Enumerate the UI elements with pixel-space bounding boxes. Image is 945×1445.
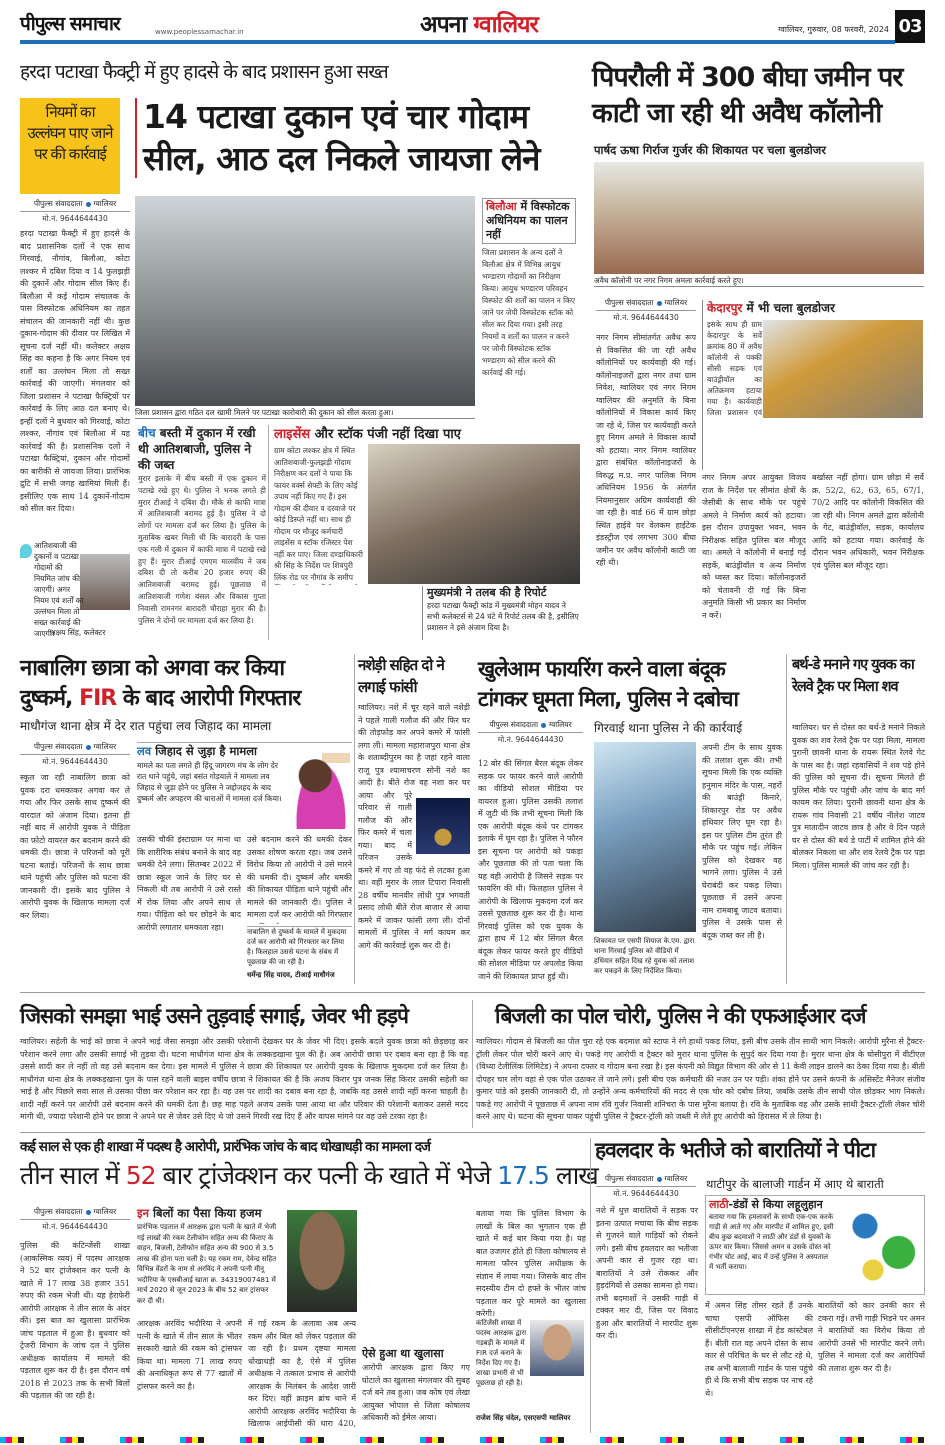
bilaua-title-a: बिलौआ (486, 200, 517, 213)
love-jihad-body: मामले का पता लगते ही हिंदू जागरण मंच के लोग देर रात थाने पहुंचे, जहां बसंत गोड़याले ने मामला लव जिहाद से जुड़ा होने पर पुलिस ने जद्दोजहद के बाद दुष्कर्म और अपहरण की धाराओं में मामला दर्ज किया। (137, 761, 282, 803)
s1-kicker: हरदा पटाखा फैक्ट्री में हुए हादसे के बाद प्रशासन हुआ सख्त (20, 61, 388, 83)
dot-icon (86, 745, 91, 750)
reporter: पीपुल्स संवाददाता (604, 298, 654, 307)
site-url[interactable]: www.peoplessamachar.in (155, 28, 244, 36)
s9-body-2b (362, 1208, 470, 1318)
byline (20, 740, 130, 755)
license-title-a: लाइसेंस (274, 427, 311, 442)
s9-body-4: आरक्षक अरविंद भदौरिया ने अपनी पत्नी के खाते में तीन साल के भीतर सरकारी खाते की रकम को ट्रांसफर किया था। मामला 71 लाख रुपए की अनाधिकृत रूप से 77 खातों में ट्रांसफर करने का है। (137, 1319, 242, 1391)
divider (590, 1138, 591, 1433)
s3-quote (247, 926, 352, 984)
s1-yellow-box (20, 98, 120, 194)
bilaua-box (478, 196, 580, 420)
s10-body: नशे में धुत्त बारातियों ने सड़क पर इतना उत्पात मचाया कि बीच सड़क से गुजरने वाले गाड़ियों को रोकने लगे। इसी बीच हवलदार का भतीजा अपनी कार से गुजर रहा था। बारातियों ने उसे रोककर और हुड़दंगियों से उसका सामना हो गया। तभी बदमाशों ने उसकी गाड़ी में टक्कर मार दी, जिस पर विवाद हुआ और बारातियों ने मारपीट शुरू कर दी। (596, 1206, 698, 1340)
s9-body-3: बताया गया कि पुलिस विभाग के लाखों के बिल का भुगतान एक ही खाते में कई बार किया गया है। यह बात उजागर होते ही जिला कोषालय से मामला फौरन पुलिस अधीक्षक के संज्ञान में लाया गया। जिसके बाद तीन सदस्यीय टीम दो हफ्ते के भीतर जांच पड़ताल कर पूरे मामले का खुलासा करेगी। (476, 1209, 586, 1318)
s5-byline (478, 718, 583, 747)
divider (786, 654, 787, 984)
s3-body: स्कूल जा रही नाबालिग छात्रा को युवक दरा धमकाकर अगवा कर ले गया और फिर उसके साथ दुष्कर्म की वारदात को अंजाम दिया। इतना ही नहीं बाद में आरोपी युवक ने पीड़िता का फ़ोटो वायरल कर बदनाम करने की धमकी दी। छात्रा ने परिजनों को पूरी घटना बताई। परिजनों के साथ छात्रा थाने पहुंची और पुलिस को घटना की जानकारी दी। इसके बाद पुलिस ने आरोपी युवक के खिलाफ मामला दर्ज कर लिया। (20, 773, 130, 920)
s3-headline (20, 654, 352, 714)
rule (20, 992, 925, 993)
section-title (420, 12, 538, 38)
mobile: मो.नं. 9644644430 (613, 313, 679, 322)
byline (596, 296, 696, 311)
love-jihad-box (137, 742, 352, 830)
color-registration-strip (0, 1437, 945, 1443)
section-title-b: ग्वालियर (473, 12, 538, 38)
s5-photo-caption: शिकायत पर एसपी शियाज के.एम. द्वारा थाना गिरवाई पुलिस को वीडियो में हथियार सहित दिख रहे युवक को तलाश कर पकड़ने के लिए निर्देशित किया। (594, 937, 695, 975)
cm-box (422, 586, 580, 640)
s5-photo-gunman (594, 742, 696, 932)
s4-column (358, 702, 470, 984)
city: ग्वालियर (93, 742, 117, 751)
s5-body-2: अपनी टीम के साथ युवक की तलाश शुरू की। तभी सूचना मिली कि एक व्यक्ति हनुमान मंदिर के पास, नहरों की बाउंड्री किनारे, शिकारपुर रोड पर अवैध हथियार लिए घूम रहा है। इस पर पुलिस टीम तुरंत ही मौके पर पहुंच गई। लेकिन पुलिस को देखकर वह भागने लगा। पुलिस ने उसे घेराबंदी कर पकड़ लिया। पूछताछ में उसने अपना नाम रामबाबू जाटव बताया। पुलिस ने उसके पास से बंदूक जब्त कर ली है। (702, 743, 782, 940)
kedarpur-body: इसके साथ ही ग्राम केदारपुर के सर्वे क्रमांक 80 में अवैध कॉलोनी से पक्की सीसी सड़क एवं बाउंड्रीवॉल का अतिक्रमण हटाया गया है। कार्यवाही जिला प्रशासन एवं (707, 320, 762, 417)
quote-text: आतिशबाजी की दुकानों व पटाखा गोदामों की नियमित जांच की जाएगी। अगर नियम एवं शर्तों का उल्लंघन मिला तो सख्त कार्रवाई की जाएगी। (34, 541, 84, 638)
lj-title-a: लव (137, 744, 152, 758)
s9-body-2: में गई रकम के अलावा अब अन्य रकम और बिल को लेकर पड़ताल की जा रही है। प्रथम दृष्टया मामला धोखाधड़ी का है, ऐसे में पुलिस अधीक्षक ने तत्काल प्रभाव से आरोपी आरक्षक के निलंबन के आदेश जारी कर दिए। वहीं क्राइम ब्रांच थाने में आरोपी आरक्षक अरविंद भदौरिया के खिलाफ आईपीसी की धारा 420, (248, 1319, 356, 1428)
s2-body-3: बर्खास्त नहीं होगा। ग्राम छोड़ा में सर्वे क्र. 52/2, 62, 63, 65, 67/1, 70/2 आदि पर कॉलोनी विकसित की जा रही थी। निगम अमले द्वारा कॉलोनी के गेट, बाउंड्रीवॉल, सड़क, कार्यालय आदि को हटाया गया। कार्रवाई के दौरान भवन अधिकारी, भवन निरीक्षक एवं पुलिस बल मौजूद रहा। (812, 473, 924, 570)
bilaua-body: जिला प्रशासन के अन्य दलों ने बिलौआ क्षेत्र में विभिन्न आयुध भण्डारण गोदामों का निरीक्षण किया। आयुध भण्डारण परिवहन विस्फोट की शर्तों का पालन न किए जाने पर जेपी विस्फोटक स्टॉक को सील कर दिया गया। इसी तरह नियमों व शर्तों का पालन न करने पर जोनी विस्फोटक स्टॉक भण्डारण को सील करने की कार्रवाई की गई। (482, 248, 576, 377)
illustration-fight (841, 1204, 921, 1292)
s8-body: ग्वालियर। गोदाम से बिजली का पोल चुरा रहे एक बदमाश को स्टाफ ने रंगे हाथों पकड़ लिया, इसी बीच उसके तीन साथी भाग निकले। आरोपी मुरैना से ट्रैक्टर-ट्रॉली लेकर पोल चोरी करने आए थे। पकड़े गए आरोपी व ट्रैक्टर को मुरार थाना पुलिस के सुपुर्द कर दिया गया है। मुरार थाना क्षेत्र के घोसीपुरा में वीटीएल (विध्या टेलीलिंक लिमिटेड) ने अपना दफ्तर व गोदाम बना रखा है। इस कंपनी को विद्युत विभाग की ओर से 11 केवी लाइन डालने का ठेका दिया गया है। बीती दोपहर चार लोग वहां से एक पोल उठाकर ले जाने लगे। इसी बीच एक कर्मचारी की नजर उन पर पड़ी। शंका होने पर उसने कंपनी के असिस्टेंट मैनेजर संजीव कुमार पांडे को इसकी जानकारी दी, तो उन्होंने अन्य कर्मचारियों की मदद से एक चोर को दबोच लिया, जबकि उसके तीन साथी पोल छोड़कर भाग निकले। पकड़े गए आरोपी ने पूछताछ में अपना नाम रवि गुर्जर निवासी शनिचरा के पास मुरैना बताया है। रवि के मुताबिक वह और उसके साथी ट्रैक्टर-ट्रॉली लेकर चोरी करने आए थे। घटना की सूचना पाकर पहुंची पुलिस ने ट्रैक्टर-ट्रॉली को जब्ती में लेते हुए आरोपी को हिरासत में ले लिया है। (476, 1037, 925, 1121)
s5-headline (478, 654, 783, 714)
bills-title-a: इन (137, 1206, 150, 1220)
s3-body-2: उसकी चौकी इंस्टाग्राम पर माना था कि शारीरिक संबंध बनाने के बाद वह धमकी देने लगा। सितम्बर 2022 में छात्रा स्कूल जाने के लिए घर से निकली थी तब आरोपी ने उसे रास्ते में रोक लिया और अपने साथ ले गया। पीड़िता को घर छोड़ने के बाद आरोपी लगातार धमकाता रहा। (137, 835, 241, 932)
reporter: पीपुल्स संवाददाता (33, 742, 83, 751)
dot-icon (657, 301, 662, 306)
city: ग्वालियर (93, 199, 117, 208)
headline-line-1: 14 पटाखा दुकान एवं चार गोदाम (143, 97, 529, 136)
dot-icon (541, 723, 546, 728)
beech-title-b: बस्ती में दुकान में रखी थी आतिशबाजी, पुलिस ने की जब्त (138, 426, 256, 472)
s9-kicker: कई साल से एक ही शाखा में पदस्थ है आरोपी, प्रारंभिक जांच के बाद धोखाधड़ी का मामला दर्ज (20, 1139, 430, 1155)
mobile: मो.नं. 9644644430 (497, 735, 564, 744)
s2-byline (596, 296, 696, 325)
byline (20, 1205, 130, 1220)
beech-story (138, 425, 266, 640)
s5-subhead: गिरवाई थाना पुलिस ने की कार्रवाई (594, 721, 743, 735)
lathi-title-a: लाठी (709, 1198, 729, 1211)
kedarpur-photo (763, 320, 923, 418)
accused-photo (287, 1210, 357, 1312)
s2-body-2: नगर निगम अपर आयुक्त विजय राज के निर्देश पर सीमांत क्षेत्रों के जेसीबी के साथ मौके पर पहुंचे अमले ने निर्माण कार्य को हटाया। इस दौरान उपायुक्त भवन, भवन निरीक्षक सहित पुलिस बल मौजूद था। अमले ने कॉलोनी में बनाई गई सड़कें, बाउंड्रीवॉल व अन्य निर्माण को ध्वस्त कर दिया। कॉलोनाइजरों को चेतावनी दी गई कि बिना अनुमति किसी भी प्रकार का निर्माण न करें। (702, 473, 806, 620)
beech-title (138, 425, 266, 473)
masthead-rule (20, 40, 895, 44)
hl-c: के बाद आरोपी गिरफ्तार (116, 686, 301, 711)
quote-author: अक्षय सिंह, कलेक्टर (50, 628, 106, 637)
quote-text: कंटिंजेंसी शाखा में पदस्थ आरक्षक द्वारा गड़बड़ी के मामले में FIR दर्ज कराने के निर्देश दिए गए हैं। शाखा प्रभारी से भी पूछताछ हो रही है। (476, 1319, 527, 1387)
byline (20, 197, 130, 212)
beech-title-a: बीच (138, 426, 156, 440)
kedarpur-title-b: में भी चला बुलडोजर (742, 301, 835, 315)
ssp-photo (530, 1320, 584, 1376)
kedarpur-title-a: केदारपुर (707, 301, 743, 315)
bilaua-title-b: में विस्फोटक अधिनियम का पालन नहीं (486, 200, 570, 241)
s1-headline (135, 98, 580, 178)
s9-headline (20, 1161, 598, 1191)
s2-photo-caption: अवैध कॉलोनी पर नगर निगम अमला कार्रवाई करते हुए। (594, 276, 924, 287)
quote-author: धर्मेन्द्र सिंह यादव, टीआई माधौगंज (247, 971, 335, 979)
s3-body-3: उसे बदनाम करने की धमकी देकर उसका शोषण करता रहा। जब उसने विरोध किया तो आरोपी ने उसे मारने की धमकी दी। दुष्कर्म और धमकी की शिकायत पीड़िता थाने पहुंची और मामले की जानकारी दी। पुलिस ने मामला दर्ज कर आरोपी को गिरफ्तार (247, 835, 352, 919)
quote-text: नाबालिग से दुष्कर्म के मामले में मुकदमा दर्ज कर आरोपी को गिरफ्तार कर लिया है। फिलहाल उससे घटना के संबंध में पूछताछ की जा रही है। (247, 928, 347, 966)
dot-icon (657, 1177, 662, 1182)
s9-byline (20, 1205, 130, 1234)
kedarpur-box (702, 300, 924, 470)
s5-body: 12 बोर की सिंगल बैरल बंदूक लेकर सड़क पर फायर करने वाले आरोपी का वीडियो सोशल मीडिया पर वायरल हुआ। पुलिस उसकी तलाश में जुटी थी कि तभी सूचना मिली कि एक आरोपी बंदूक कंधे पर टांगकर इलाके में घूम रहा है। पुलिस ने फौरन इस सूचना पर आरोपी को पकड़ा और पूछताछ की तो पता चला कि यह वही आरोपी है जिसने सड़क पर फायरिंग की थी। फिलहाल पुलिस ने आरोपी के खिलाफ मुकदमा दर्ज कर उससे पूछताछ शुरू कर दी है। थाना गिरवाई पुलिस को एक युवक के द्वारा हाथ में 12 बोर सिंगल बैरल बंदूक लेकर फायर करते हुए वीडियो की सोशल मीडिया पर अपलोड किया जाने की शिकायत प्राप्त हुई थी। (478, 759, 583, 981)
s6-body: ग्वालियर। घर से दोस्त का बर्थ-डे मनाने निकले युवक का शव रेलवे ट्रैक पर पड़ा मिला, मामला पुरानी छावनी थाना के रायरू स्थित रेलवे गेट के पास का है। जहां रहवासियों ने शव पड़े होने की पुलिस को सूचना दी। सूचना मिलते ही पुलिस मौके पर पहुंची और जांच के बाद मर्ग कायम कर लिया। पुरानी छावनी थाना क्षेत्र के रायरू गांव निवासी 21 वर्षीय नीलेश जाटव पुत्र मातादीन जाटव छात्र है और वे दिन पहले घर से दोस्त की बर्थ डे पार्टी में शामिल होने की बोलकर निकला था और शव रेलवे ट्रैक पर पड़ा मिला। पुलिस मामले की जांच कर रही है। (792, 723, 925, 870)
headline-line-2: सील, आठ दल निकले जायजा लेने (143, 138, 540, 178)
divider (268, 425, 269, 640)
s10-subhead: थाटीपुर के बालाजी गार्डन में आए थे बाराती (706, 1177, 884, 1191)
section-title-a: अपना (420, 12, 467, 38)
mobile: मो.नं. 9644644430 (42, 214, 108, 223)
headline-line-1: नाबालिग छात्रा को अगवा कर किया (20, 656, 285, 681)
s2-headline (592, 60, 927, 132)
s2-body-1: नगर निगम सीमांतर्गत अवैध रूप से विकसित की जा रही अवैध कॉलोनियों पर कार्यवाही की गई। कॉलोनाइजरों द्वारा नगर तथा ग्राम निवेश, ग्वालियर एवं नगर निगम ग्वालियर की अनुमति के बिना कॉलोनियों में विकास कार्य किए जा रहे थे, जिस पर कार्यवाही करते हुए निगम अमले ने विकास कार्यों को हटाया। नगर निगम ग्वालियर द्वारा संबंधित कॉलोनाइजरों के विरुद्ध म.प्र. नगर पालिक निगम अधिनियम 1956 के अंतर्गत नियमानुसार अग्रिम कार्यवाही की जा रही है। वार्ड 66 में ग्राम छोड़ा स्थित हाईवे पर वेलकम हाईटेक इंडस्ट्रीज एवं लगभग 300 बीघा जमीन पर अवैध कॉलोनी काटी जा रही थी। (596, 333, 696, 567)
s7-body: ग्वालियर। सहेली के भाई को छात्रा ने अपने भाई जैसा समझा और उसकी परेशानी देखकर घर के जेवर भी दिए। इसके बदले युवक छात्रा को छेड़छाड़ कर परेशान करने लगा और उसकी सगाई भी तुड़वा दी। घटना माधौगंज थाना क्षेत्र के लक्कड़खाना पुल की है। अब आरोपी छात्रा पर दबाव बना रहा है कि वह उससे शादी कर ले नहीं तो वह उसे बदनाम कर देगा। इस मामले में पुलिस ने छात्रा की शिकायत पर आरोपी युवक के खिलाफ मुकदमा दर्ज कर लिया है। माधौगंज थाना क्षेत्र के लक्कड़खाना पुल के पास रहने वाली बाइस वर्षीय छात्रा ने शिकायत की है कि अजय किरार पुत्र जनक सिंह किरार उसकी सहेली का भाई है और पिछले सवा साल से उसका पीछा कर परेशान कर रहा है। वह उस पर शादी का दबाव बना रहा है, जबकि वह उससे शादी नहीं करना चाहती है। शादी नहीं करने पर आरोपी उसे बदनाम करने की धमकी देता है। छह माह पहले अजय उसके पास आया था और परिवार की परेशानी बताकर उससे मदद मांगी थी, ज्यादा परेशानी होने पर छात्रा ने अपने घर से जेवर उसे दिए थे जो उसने गिरवी रख दिए हैं और वापस मांगने पर वह उसे टरका रहा है। (20, 1037, 468, 1121)
reporter: पीपुल्स संवाददाता (604, 1174, 654, 1183)
city: ग्वालियर (664, 1174, 688, 1183)
lathi-box (705, 1195, 925, 1295)
city: ग्वालियर (549, 720, 572, 729)
s10-body-2: में अमन सिंह तोमर रहते हैं उनके चाचा एसपी ऑफिस की सीसीटीएनएस शाखा में हेड कांस्टेबल हैं। बीती रात वह अपने दोस्त के साथ कार से परिचित के घर से लौट रहे थे, तब अभी बालाजी गार्डन के पास पहुंचे ही थे कि सभी बीच सड़क पर नाच रहे थे। (705, 1301, 813, 1398)
hl-fir: FIR (79, 686, 117, 711)
city: ग्वालियर (664, 298, 688, 307)
collector-quote (20, 540, 132, 640)
byline (596, 1172, 696, 1187)
noose-photo (416, 798, 470, 854)
bills-body: प्रारंभिक पड़ताल में आरक्षक द्वारा पत्नी के खाते में भेजी गई लाखों की रकम टेलीफोन सहित अन्य की किराए के वाहन, बिजली, टेलीफोन सहित अन्य की 900 से 3.5 लाख की होना पता चली है। यह रकम राम, देवेन्द्र सहित विभिन्न वेंडरों के नाम से अरविंद ने अपनी पत्नी मीनू भदौरिया के एसबीआई खाता क्र. 34319007481 में मार्च 2020 से जून 2023 के बीच 52 बार ट्रांसफर कर दी थी। (137, 1223, 277, 1305)
reporter: पीपुल्स संवाददाता (489, 720, 539, 729)
s4-body: ग्वालियर। नशे में चूर रहने वाले नशेड़ी ने पहले गाली गलौज की और फिर घर की तोड़फोड़ कर अपने कमरे में फांसी लगा ली। मामला महाराजपुरा थाना क्षेत्र के शताब्दीपुरम का है जहां रहने वाला राजू पुत्र श्यामाचरण सोनी नशे का आदी है। बीते रोज वह नशा कर घर आया और पूरे परिवार से गाली गलौज की और फिर कमरे में चला गया। बाद में परिजन उसके कमरे में गए तो वह फंदे से लटका हुआ था। वहीं मुरार के लाल टिपारा निवासी 28 वर्षीय मानवीर लोधी पुत्र भगवती प्रसाद लोधी बीते रोज बाजार से आया कमरे में जाकर फांसी लगा ली। दोनों मामलों में पुलिस ने मर्ग कायम कर आगे की कार्रवाई शुरू कर दी है। (358, 703, 470, 950)
headline-line-2: काटी जा रही थी अवैध कॉलोनी (592, 98, 882, 129)
hl-a: दुष्कर्म, (20, 686, 80, 711)
s8-headline: बिजली का पोल चोरी, पुलिस ने की एफआईआर दर्ज (495, 1004, 866, 1028)
headline-line-2: टांगकर घूमता मिला, पुलिस ने दबोचा (478, 687, 738, 711)
lathi-title-b: -डंडों से किया लहूलुहान (728, 1198, 823, 1211)
s1-photo-shop-sealing (135, 196, 475, 406)
collector-photo (80, 554, 130, 610)
license-body: ग्राम कोटा लश्कर क्षेत्र में स्थित आतिशबाजी-फुलझड़ी गोदाम निरीक्षण कर दलों ने पाया कि फायर वर्क्स सेफ्टी के लिए कोई उपाय नहीं किए गए हैं। इस गोदाम की दीवार व दरवाजे पर कोई डिस्प्ले नहीं था। साथ ही गोदाम पर मौजूद कर्मचारी लाइसेंस व स्टॉक रजिस्टर पेश नहीं कर पाए। जिला दण्डाधिकारी श्री सिंह के निर्देश पर शिवपुरी लिंक रोड पर नौगांव के समीप (274, 446, 363, 582)
s10-byline (596, 1172, 696, 1201)
headline-line-2 (20, 684, 352, 714)
byline (478, 718, 583, 733)
yellow-box-text: नियमों का उल्लंघन पाए जाने पर की कार्रवाई (27, 103, 113, 163)
headline-line-1: पिपरौली में 300 बीघा जमीन पर (592, 62, 903, 93)
lj-title-b: जिहाद से जुड़ा है मामला (151, 744, 257, 758)
s9-sub2: ऐसे हुआ था खुलासा (362, 1347, 444, 1360)
dot-icon (86, 202, 91, 207)
logo: पीपुल्स समाचार (20, 13, 120, 35)
issue-date: ग्वालियर, गुरुवार, 08 फरवरी, 2024 (778, 25, 889, 34)
hl-amount: 17.5 (497, 1161, 549, 1190)
mobile: मो.नं. 9644644430 (613, 1189, 679, 1198)
bills-title-b: बिलों का पैसा किया हजम (149, 1206, 262, 1220)
s10-headline: हवलदार के भतीजे को बारातियों ने पीटा (595, 1138, 876, 1162)
hl-52: 52 (125, 1161, 156, 1190)
hl-c: बार ट्रांजेक्शन कर पत्नी के खाते में भेजे (155, 1161, 498, 1190)
rule (20, 1132, 925, 1133)
s1-photo-caption: जिला प्रशासन द्वारा गठित दल खामी मिलने पर पटाखा कारोबारी की दुकान को सील करता हुआ। (135, 408, 475, 419)
illustration-girl (292, 753, 350, 829)
kedarpur-title (707, 300, 924, 317)
license-title (274, 426, 461, 443)
license-photo (368, 444, 580, 584)
page-number: 03 (895, 10, 925, 43)
quote-author: राजेश सिंह चंदेल, एसएसपी ग्वालियर (476, 1414, 571, 1422)
s2-subhead: पार्षद ऊषा गिर्राज गुर्जर की शिकायत पर चला बुलडोजर (594, 143, 827, 157)
dot-icon (86, 1210, 91, 1215)
beech-body: मुरार इलाके में बीच बस्ती में एक दुकान में पटाखे रखे हुए थे। पुलिस ने भनक लगते ही मुरार टीआई ने दबिश दी। मौके से काफी मात्रा में आतिशबाजी बरामद हुई है। पुलिस ने दो लोगों पर मामला दर्ज कर लिया है। पुलिस के मुताबिक खबर मिली थी कि बारादरी के पास एक गली में दुकान में काफी मात्रा में पटाखे रखे हुए हैं। मुरार टीआई एमएम मालवीय ने जब दबिश दी तो करीब 20 हजार रुपए की आतिशबाजी बरामद हुई। पूछताछ में आतिशबाजी गणेश बंसल और विकास गुप्ता निवासी रामनगर बारादरी चौराहा मुरार की है। पुलिस ने दोनों पर मामला दर्ज कर लिया है। (138, 474, 266, 625)
hl-e: लाख (548, 1161, 598, 1190)
s1-byline (20, 197, 130, 226)
s9-body: पुलिस की कंटिन्जेंसी शाखा (आकस्मिक व्यय) में पदस्थ आरक्षक ने 52 बार ट्रांजेक्शन कर पत्नी के खाते में 17 लाख 38 हजार 351 रुपए की रकम भेजी थी। यह हेराफेरी आरोपी आरक्षक ने तीन साल के अंदर की। इस बात का खुलासा प्रारंभिक जांच पड़ताल में हुआ है। बुधवार को ट्रेजरी विभाग के जांच दल ने पुलिस अधीक्षक कार्यालय में मामले की पड़ताल शुरू कर दी है। इस दौरान वर्ष 2018 से 2023 तक के सभी बिलों की पड़ताल की जा रही है। (20, 1241, 130, 1400)
cm-body: हरदा पटाखा फैक्ट्री कांड में मुख्यमंत्री मोहन यादव ने सभी कलेक्टर्स से 24 घंटे में रिपोर्ट तलब की है, इसीलिए प्रशासन ने इसे अंजाम दिया है। (427, 601, 579, 632)
license-title-b: और स्टॉक पंजी नहीं दिखा पाए (310, 427, 461, 442)
divider (472, 1000, 473, 1128)
s3-subhead: माधौगंज थाना क्षेत्र में देर रात पहुंचा लव जिहाद का मामला (20, 719, 272, 733)
mobile: मो.नं. 9644644430 (42, 757, 108, 766)
s9-body-5: आरोपी आरक्षक द्वारा किए गए घोटाले का खुलासा मंगलवार की सुबह दर्ज बने तब हुआ। जब कोष एवं लेखा आयुक्त भोपाल से जिला कोषालय अधिकारी को ईमेल आया। (362, 1363, 470, 1422)
s4-headline: नशेड़ी सहित दो ने लगाई फांसी (358, 656, 444, 696)
s3-byline (20, 740, 130, 769)
s1-body: हरदा पटाखा फैक्ट्री में हुए हादसे के बाद प्रशासनिक दलों ने एक साथ गिरवाई, नौगांव, बिलौआ, कोटा लश्कर में दबिश दिया व 14 फुलझड़ी की दुकानें और गोदाम सील किए हैं। बिलौआ में कई गोदाम संचालक के पास विस्फोटक अधिनियम का तहत संचालन की जानकारी नहीं थी। कुछ दुकान-गोदाम की दीवार पर लिखित में सूचना दर्ज नहीं थी। कलेक्टर अक्षय सिंह का कहना है कि अगर नियम एवं शर्तों का उल्लंघन मिला तो सख्त कार्रवाई की जाएगी। मंगलवार को जिला प्रशासन ने पटाखा फैक्ट्रियों पर कार्रवाई के लिए आठ दल बनाए थे। इन्हीं दलों ने बुधवार को गिरवाई, कोटा लश्कर, नौगांव एवं बिलौआ में यह कार्रवाई की है। प्रशासनिक दलों ने पटाखा फैक्ट्रियां, दुकान और गोदामों का बारीकी से जायजा लिया। प्रारंभिक द्रुटि में सभी जगह खामियां मिली हैं। इसीलिए एक साथ 14 दुकानें-गोदाम को सील कर दिया। (20, 229, 130, 513)
hl-a: तीन साल में (20, 1161, 126, 1190)
bilaua-title (482, 198, 576, 244)
reporter: पीपुल्स संवाददाता (33, 199, 83, 208)
city: ग्वालियर (93, 1207, 117, 1216)
cm-title: मुख्यमंत्री ने तलब की है रिपोर्ट (427, 586, 547, 599)
s2-photo-demolition (594, 162, 924, 274)
s7-headline: जिसको समझा भाई उसने तुड़वाई सगाई, जेवर भी हड़पे (20, 1004, 408, 1028)
reporter: पीपुल्स संवाददाता (33, 1207, 83, 1216)
divider (354, 654, 355, 984)
lathi-body: बताया गया कि हमलावरों के साथी एक-एक करके गाड़ी से आते गए और मारपीट में शामिल हुए, इसी बीच कुछ बदमाशों ने लाठी और डंडों से युवकों के ऊपर वार किया। जिससे अमन व उसके दोस्त को गंभीर चोट आई, बाद में उन्हें पुलिस ने अस्पताल में भर्ती कराया। (709, 1213, 834, 1271)
mobile: मो.नं. 9644644430 (42, 1222, 108, 1231)
s10-body-3: बारातियों को कार उनकी कार से टकरा गई। तभी गाड़ी भिड़ने पर अमन ने बारातियों का विरोध किया तो आरोपी उनसे भी मारपीट करने लगे। पुलिस ने मामला दर्ज कर आरोपियों की तलाश शुरू कर दी है। (818, 1301, 925, 1373)
headline-line-1: खुलेआम फायरिंग करने वाला बंदूक (478, 657, 725, 681)
s6-headline: बर्थ-डे मनाने गए युवक का रेलवे ट्रैक पर मिला शव (792, 657, 914, 695)
s9-quote (476, 1318, 586, 1430)
license-body-cont (274, 588, 416, 640)
quote-icon (20, 544, 32, 558)
